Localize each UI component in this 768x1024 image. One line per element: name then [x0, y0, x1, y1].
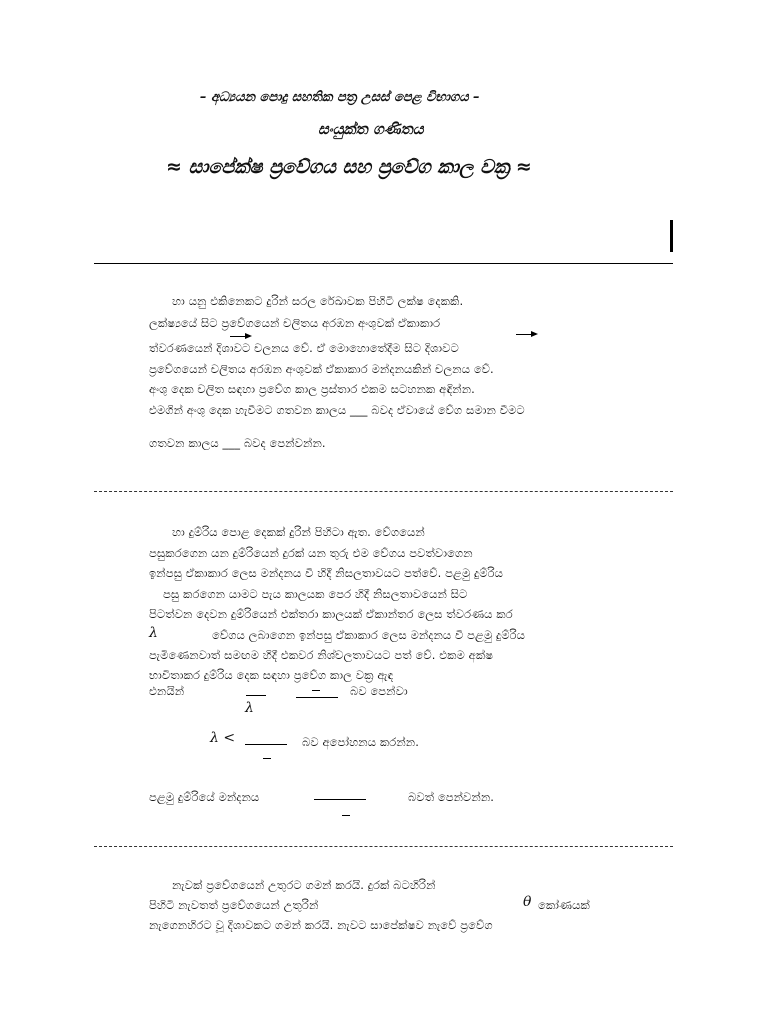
subject-title: සංයුක්ත ගණිතය — [318, 120, 424, 138]
fraction-bar — [245, 744, 287, 745]
theta-suffix: කෝණයක් — [538, 898, 590, 912]
problem-2-line: පිටත්වන දෙවන දුම්රියෙන් එක්තරා කාලයක් ඒකාන්තර ලෙස ත්වරණය කර — [149, 607, 513, 621]
lambda-symbol: λ — [149, 625, 158, 641]
problem-2-line: පසු කරගෙන යාමට පැය කාලයක පෙර හිදී නිසලතාවයෙන් සිට — [163, 587, 468, 601]
vector-arrow — [230, 336, 250, 337]
margin-bar — [670, 220, 673, 252]
problem-2-line: හා දුම්රිය පොළ දෙකක් දුරින් පිහිටා ඇත. වේගයෙන් — [172, 525, 425, 539]
fraction-bar — [314, 799, 366, 800]
minus-sign — [312, 690, 320, 691]
problem-3-line: පිහිටි නැවතත් ප්‍රවේගයෙන් උතුරින් — [149, 898, 319, 912]
deceleration-suffix: බවත් පෙන්වන්න. — [408, 790, 495, 804]
exam-header: – අධ්‍යයන පොදු සහතික පත්‍ර උසස් පෙළ විභාගය – — [200, 90, 480, 105]
deceleration-prefix: පළමු දුම්රියේ මන්දනය — [149, 790, 260, 804]
problem-1-line: අංශු දෙක චලිත සඳහා ප්‍රවේග කාල ප්‍රස්තාර එකම සටහනක අඳින්න. — [149, 382, 475, 396]
problem-1-line: එමගින් අංශු දෙක හැවීමට ගතවන කාලය ___ බවද ඒවායේ වේග සමාන වීමට — [149, 403, 525, 417]
deduce-text: බව අපෝහනය කරන්න. — [302, 735, 419, 749]
inequality-lhs: λ < — [210, 730, 236, 746]
section-divider — [94, 846, 673, 847]
theta-symbol: θ — [523, 894, 532, 910]
problem-2-line: වේගය ලබාගෙන ඉන්පසු ඒකාකාර ලෙස මන්දනය වී පළමු දුම්රිය — [212, 628, 526, 642]
topic-title: ≈ සාපේක්ෂ ප්‍රවේගය සහ ප්‍රවේග කාල වක්‍ර ≈ — [166, 156, 532, 178]
lambda-symbol: λ — [245, 700, 254, 716]
vector-arrow — [516, 334, 536, 335]
fraction-bar — [246, 695, 266, 696]
problem-2-line: පැමිණෙනවාත් සමඟම හිදී එකවර නිශ්චලතාවයට පත් වේ. එකම අක්ෂ — [149, 648, 494, 662]
problem-3-line: නැගෙනහිරට වූ දිශාවකට ගමන් කරයි. නැවට සාපේක්ෂව නැවේ ප්‍රවේග — [149, 918, 493, 932]
minus-sign — [342, 815, 350, 816]
problem-2-line: පසුකරගෙන යන දුම්රියෙන් දුරක් යන තුරු එම වේගය පවත්වාගෙන — [149, 546, 473, 560]
problem-1-line: ගතවන කාලය ___ බවද පෙන්වන්න. — [149, 436, 326, 450]
header-divider — [94, 263, 673, 264]
problem-1-line: ප්‍රවේගයෙන් චලිතය අරඹන අංශුවක් ඒකාකාර මන්දනයකින් චලනය වේ. — [149, 362, 494, 376]
problem-3-line: නැවක් ප්‍රවේගයෙන් උතුරට ගමන් කරයි. දුරක් බටහිරින් — [172, 878, 436, 892]
problem-2-line: ඉන්පසු ඒකාකාර ලෙස මන්දනය වී හිදී නිසලතාවයට පත්වේ. පළමු දුම්රිය — [149, 566, 503, 580]
problem-1-line: ලක්ෂ්‍යයේ සිට ප්‍රවේගයෙන් චලිතය අරඹන අංශුවක් ඒකාකාර — [149, 316, 441, 330]
minus-sign — [263, 758, 271, 759]
problem-1-line: ත්වරණයෙන් දිශාවට චලනය වේ. ඒ මොහොතේදීම සිට දිශාවට — [149, 341, 459, 355]
section-divider — [94, 491, 673, 492]
problem-1-line: හා යනු එකිනෙකට දුරින් සරල රේඛාවක පිහිටි ලක්ෂ දෙකකි. — [172, 294, 464, 308]
problem-2-line: භාවිතාකර දුම්රිය දෙක සඳහා ප්‍රවේග කාල වක්‍ර ඇඳ — [149, 668, 394, 682]
show-prefix: එනයින් — [149, 684, 185, 698]
show-suffix: බව පෙන්වා — [350, 684, 408, 698]
fraction-bar — [296, 697, 338, 698]
